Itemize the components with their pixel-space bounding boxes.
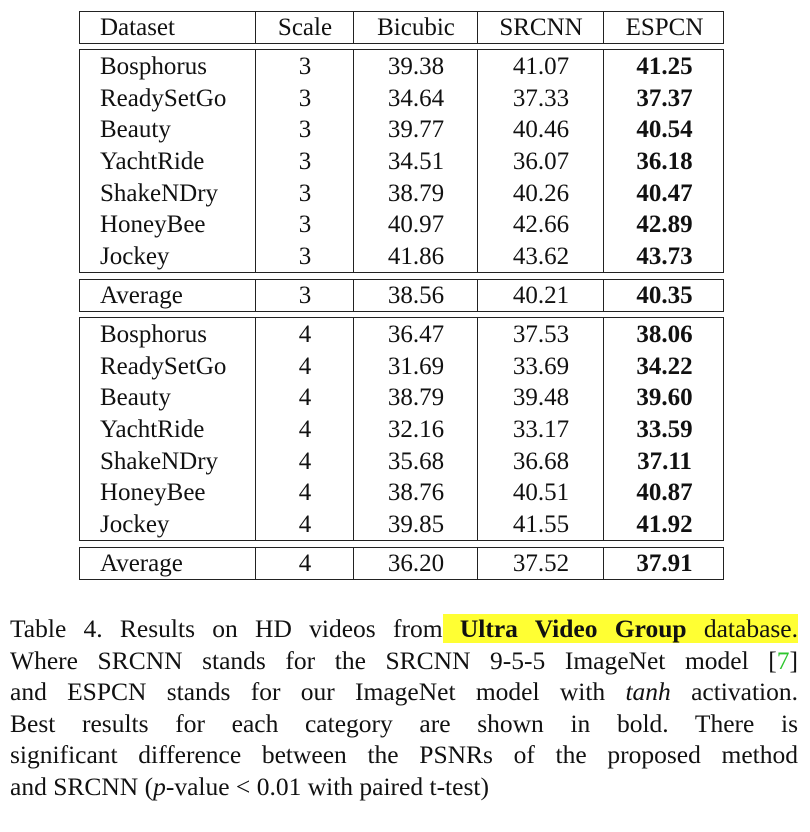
bicubic-cell: 38.79: [387, 384, 445, 412]
scale-cell: 3: [298, 179, 312, 207]
espcn-cell: 39.60: [636, 384, 693, 412]
bicubic-cell: 34.51: [387, 148, 445, 176]
srcnn-cell: 39.48: [512, 384, 570, 412]
dataset-cell: YachtRide: [100, 416, 205, 444]
table-row: [80, 177, 723, 209]
caption-line-1: Table 4. Results on HD videos from Ultra Video Group database.: [10, 614, 798, 643]
table-row: [80, 445, 723, 477]
espcn-cell: 40.47: [636, 179, 693, 207]
bicubic-cell: 36.20: [387, 550, 445, 578]
srcnn-cell: 37.33: [512, 84, 570, 112]
scale-cell: 3: [298, 211, 312, 239]
table-row: [80, 241, 723, 273]
srcnn-cell: 37.52: [512, 550, 570, 578]
dataset-cell: Bosphorus: [100, 321, 207, 349]
bicubic-cell: 38.76: [387, 479, 445, 507]
srcnn-cell: 40.46: [512, 116, 570, 144]
scale-cell: 4: [298, 321, 312, 349]
bicubic-cell: 36.47: [387, 321, 445, 349]
bicubic-cell: 39.38: [387, 53, 445, 81]
scale-cell: 3: [298, 148, 312, 176]
header-scale: Scale: [277, 14, 333, 42]
table-row: [80, 477, 723, 509]
bicubic-cell: 38.79: [387, 179, 445, 207]
srcnn-cell: 43.62: [512, 242, 570, 270]
espcn-cell: 40.35: [636, 282, 693, 310]
srcnn-cell: 40.21: [512, 282, 570, 310]
scale-cell: 4: [298, 447, 312, 475]
srcnn-cell: 37.53: [512, 321, 570, 349]
dataset-cell: ReadySetGo: [100, 352, 227, 380]
dataset-cell: Beauty: [100, 384, 171, 412]
bicubic-cell: 38.56: [387, 282, 445, 310]
espcn-cell: 37.11: [637, 447, 692, 475]
dataset-cell: HoneyBee: [100, 211, 206, 239]
scale-cell: 4: [298, 416, 312, 444]
espcn-cell: 34.22: [636, 352, 693, 380]
caption-line-4: Best results for each category are shown in bold. There is: [10, 708, 798, 738]
scale-cell: 4: [298, 384, 312, 412]
table-row: [80, 209, 723, 241]
table-row: [80, 83, 723, 115]
srcnn-cell: 36.68: [512, 447, 570, 475]
header-bicubic: Bicubic: [377, 14, 455, 42]
scale3-block: [79, 49, 724, 273]
math-p: p: [153, 771, 166, 801]
bicubic-cell: 34.64: [387, 84, 445, 112]
scale-cell: 3: [298, 116, 312, 144]
srcnn-cell: 33.69: [512, 352, 570, 380]
scale-cell: 3: [298, 53, 312, 81]
srcnn-cell: 42.66: [512, 211, 570, 239]
dataset-cell: ShakeNDry: [100, 179, 219, 207]
espcn-cell: 33.59: [636, 416, 693, 444]
caption-line-3: and ESPCN stands for our ImageNet model with tanh activation.: [10, 677, 799, 706]
espcn-cell: 37.91: [636, 550, 693, 578]
bicubic-cell: 35.68: [387, 447, 445, 475]
table-row: [80, 351, 723, 383]
dataset-cell: Average: [100, 282, 183, 310]
scale4-average-row: [79, 547, 724, 580]
scale-cell: 4: [298, 479, 312, 507]
srcnn-cell: 36.07: [512, 148, 570, 176]
srcnn-cell: 33.17: [512, 416, 570, 444]
srcnn-cell: 40.51: [512, 479, 570, 507]
scale3-average-row: [79, 279, 724, 312]
bicubic-cell: 39.77: [387, 116, 445, 144]
scale4-block: [79, 317, 724, 541]
espcn-cell: 40.87: [636, 479, 693, 507]
srcnn-cell: 40.26: [512, 179, 570, 207]
espcn-cell: 38.06: [636, 321, 693, 349]
math-tanh: tanh: [625, 677, 671, 706]
citation-link[interactable]: 7: [776, 645, 790, 675]
scale-cell: 4: [298, 352, 312, 380]
scale-cell: 3: [298, 84, 312, 112]
scale-cell: 4: [298, 510, 312, 538]
espcn-cell: 41.25: [636, 53, 693, 81]
espcn-cell: 40.54: [636, 116, 693, 144]
dataset-cell: Average: [100, 550, 183, 578]
srcnn-cell: 41.55: [512, 510, 570, 538]
average-row: [80, 280, 723, 312]
dataset-cell: HoneyBee: [100, 479, 206, 507]
header-dataset: Dataset: [100, 14, 175, 42]
table-caption: [10, 613, 798, 802]
bicubic-cell: 32.16: [387, 416, 445, 444]
espcn-cell: 41.92: [636, 510, 693, 538]
bicubic-cell: 31.69: [387, 352, 445, 380]
scale-cell: 4: [298, 550, 312, 578]
table-row: [80, 382, 723, 414]
espcn-cell: 43.73: [636, 242, 693, 270]
table-row: [80, 114, 723, 146]
dataset-cell: Bosphorus: [100, 53, 207, 81]
table-row: [80, 509, 723, 541]
dataset-cell: ShakeNDry: [100, 447, 219, 475]
table-row: [80, 319, 723, 351]
table-row: [80, 51, 723, 83]
espcn-cell: 42.89: [636, 211, 693, 239]
header-srcnn: SRCNN: [499, 14, 583, 42]
dataset-cell: ReadySetGo: [100, 84, 227, 112]
srcnn-cell: 41.07: [512, 53, 570, 81]
average-row: [80, 548, 723, 580]
caption-line-5: significant difference between the PSNRs of the proposed method: [10, 740, 798, 769]
bicubic-cell: 41.86: [387, 242, 445, 270]
caption-line-6: and SRCNN (p-value < 0.01 with paired t-test): [10, 771, 489, 801]
table-row: [80, 146, 723, 178]
espcn-cell: 36.18: [636, 148, 693, 176]
highlighted-text: Ultra Video Group database.: [443, 614, 798, 643]
table-row: [80, 414, 723, 446]
scale-cell: 3: [298, 282, 312, 310]
caption-line-2: Where SRCNN stands for the SRCNN 9-5-5 ImageNet model [7]: [10, 645, 798, 675]
dataset-cell: Beauty: [100, 116, 171, 144]
header-espcn: ESPCN: [625, 14, 704, 42]
espcn-cell: 37.37: [636, 84, 693, 112]
dataset-cell: YachtRide: [100, 148, 205, 176]
dataset-cell: Jockey: [100, 510, 170, 538]
bicubic-cell: 39.85: [387, 510, 445, 538]
bicubic-cell: 40.97: [387, 211, 445, 239]
table-header: [79, 11, 724, 44]
scale-cell: 3: [298, 242, 312, 270]
dataset-cell: Jockey: [100, 242, 170, 270]
